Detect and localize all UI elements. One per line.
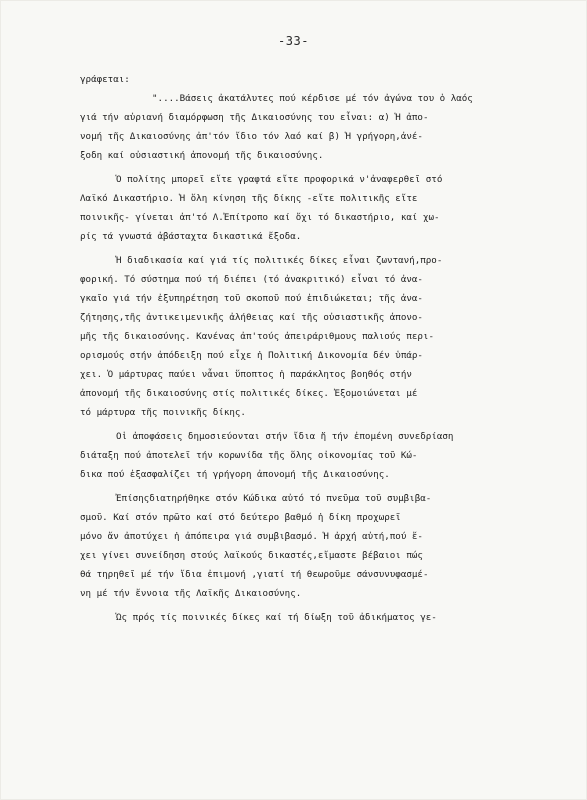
- text-line: φορική. Τό σύστημα πού τή διέπει (τό ἀνακριτικό) εἶναι τό ἀνα-: [80, 274, 423, 285]
- text-line: σμοῦ. Καί στόν πρῶτο καί στό δεύτερο βαθμό ἡ δίκη προχωρεῖ: [80, 512, 401, 523]
- text-line: ποινικῆς- γίνεται ἀπ'τό Λ.Ἐπίτροπο καί ὄχι τό δικαστήριο, καί χω-: [80, 212, 440, 223]
- page-number: -33-: [278, 34, 309, 48]
- text-line: γκαῖο γιά τήν ἐξυπηρέτηση τοῦ σκοποῦ πού ἐπιδιώκεται; τῆς ἀνα-: [80, 293, 423, 304]
- text-line: "....Βάσεις ἀκατάλυτες πού κέρδισε μέ τόν ἀγώνα του ὁ λαός: [152, 93, 473, 104]
- text-line: Ἐπίσηςδιατηρήθηκε στόν Κώδικα αὐτό τό πνεῦμα τοῦ συμβιβα-: [116, 493, 432, 504]
- text-line: Ὁ πολίτης μπορεῖ εἴτε γραφτά εἴτε προφορικά ν'ἀναφερθεῖ στό: [116, 174, 443, 185]
- text-line: μόνο ἄν ἀποτύχει ἡ ἀπόπειρα γιά συμβιβασμό. Ἡ ἀρχή αὐτή,πού ἔ-: [80, 531, 423, 542]
- text-line: χει. Ὁ μάρτυρας παύει νἆναι ὕποπτος ἡ παράκλητος βοηθός στήν: [80, 369, 412, 380]
- body-text: [80, 70, 562, 627]
- text-line: θά τηρηθεῖ μέ τήν ἴδια ἐπιμονή ,γιατί τή θεωροῦμε σάνσυνυφασμέ-: [80, 569, 429, 580]
- text-line: ρίς τά γνωστά ἀβάσταχτα δικαστικά ἔξοδα.: [80, 231, 302, 242]
- text-line: γράφεται:: [80, 74, 130, 85]
- text-line: Ὡς πρός τίς ποινικές δίκες καί τή δίωξη τοῦ ἀδικήματος γε-: [116, 612, 437, 623]
- text-line: ξοδη καί οὐσιαστική ἀπονομή τῆς δικαιοσύνης.: [80, 150, 324, 161]
- text-line: ἀπονομή τῆς δικαιοσύνης στίς πολιτικές δίκες. Ἐξομοιώνεται μέ: [80, 388, 418, 399]
- text-line: ζήτησης,τῆς ἀντικειμενικῆς ἀλήθειας καί τῆς οὐσιαστικῆς ἀπονο-: [80, 312, 423, 323]
- text-line: Λαϊκό Δικαστήριο. Ἡ ὅλη κίνηση τῆς δίκης -εἴτε πολιτικῆς εἴτε: [80, 193, 418, 204]
- text-line: νομή τῆς Δικαιοσύνης ἀπ'τόν ἴδιο τόν λαό καί β) Ἡ γρήγορη,ἀνέ-: [80, 131, 423, 142]
- text-line: γιά τήν αὐριανή διαμόρφωση τῆς Δικαιοσύνης του εἶναι: α) Ἡ ἀπο-: [80, 112, 429, 123]
- text-line: νη μέ τήν ἔννοια τῆς Λαϊκῆς Δικαιοσύνης.: [80, 588, 302, 599]
- text-line: τό μάρτυρα τῆς ποινικῆς δίκης.: [80, 407, 246, 418]
- text-line: χει γίνει συνείδηση στούς λαϊκούς δικαστές,εἴμαστε βέβαιοι πώς: [80, 550, 423, 561]
- text-line: Οἱ ἀποφάσεις δημοσιεύονται στήν ἴδια ἤ τήν ἐπομένη συνεδρίαση: [116, 431, 454, 442]
- text-line: Ἡ διαδικασία καί γιά τίς πολιτικές δίκες εἶναι ζωντανή,προ-: [116, 255, 443, 266]
- text-line: μῆς τῆς δικαιοσύνης. Κανένας ἀπ'τούς ἀπειράριθμους παλιούς περι-: [80, 331, 435, 342]
- text-line: διάταξη πού ἀποτελεῖ τήν κορωνίδα τῆς ὅλης οἰκονομίας τοῦ Κώ-: [80, 450, 418, 461]
- text-line: δικα πού ἐξασφαλίζει τή γρήγορη ἀπονομή τῆς Δικαιοσύνης.: [80, 469, 390, 480]
- text-line: ορισμούς στήν ἀπόδειξη πού εἶχε ἡ Πολιτική Δικονομία δέν ὑπάρ-: [80, 350, 423, 361]
